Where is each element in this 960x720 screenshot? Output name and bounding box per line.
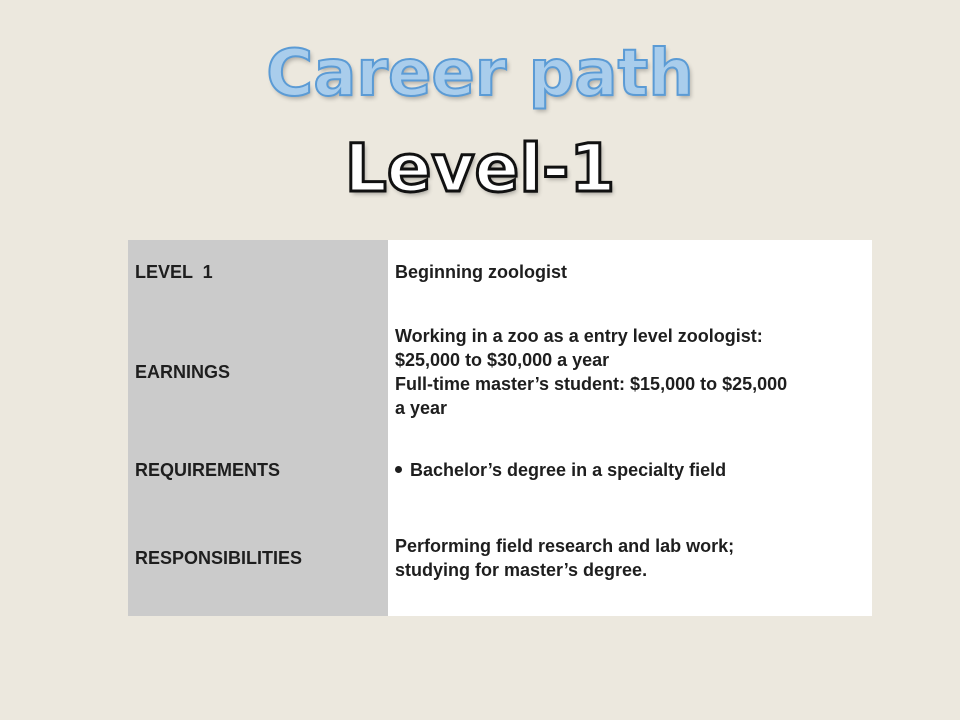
- level-value: Beginning zoologist: [395, 262, 567, 282]
- requirements-label: REQUIREMENTS: [135, 459, 281, 480]
- earnings-line: Working in a zoo as a entry level zoologist:: [395, 326, 763, 346]
- row-label-responsibilities: [128, 500, 388, 616]
- earnings-line: Full-time master’s student: $15,000 to $25,000: [395, 374, 788, 394]
- row-value-responsibilities: [388, 500, 872, 616]
- row-value-earnings: [388, 304, 872, 440]
- level-label: LEVEL 1: [135, 261, 213, 282]
- responsibilities-line: studying for master’s degree.: [395, 560, 648, 580]
- row-value-level: [388, 240, 872, 304]
- earnings-label: EARNINGS: [135, 361, 231, 382]
- row-value-requirements: [388, 440, 872, 500]
- responsibilities-label: RESPONSIBILITIES: [135, 547, 303, 568]
- earnings-line: $25,000 to $30,000 a year: [395, 350, 610, 370]
- earnings-line: a year: [395, 398, 448, 418]
- career-table: [128, 240, 872, 616]
- slide-subtitle: Level-1: [344, 130, 616, 207]
- bullet-icon: [395, 466, 402, 473]
- requirements-item: [395, 458, 860, 482]
- responsibilities-line: Performing field research and lab work;: [395, 536, 735, 556]
- row-label-earnings: [128, 304, 388, 440]
- slide-title: Career path: [266, 37, 694, 111]
- requirements-text: Bachelor’s degree in a specialty field: [410, 460, 727, 480]
- row-label-level: [128, 240, 388, 304]
- row-label-requirements: [128, 440, 388, 500]
